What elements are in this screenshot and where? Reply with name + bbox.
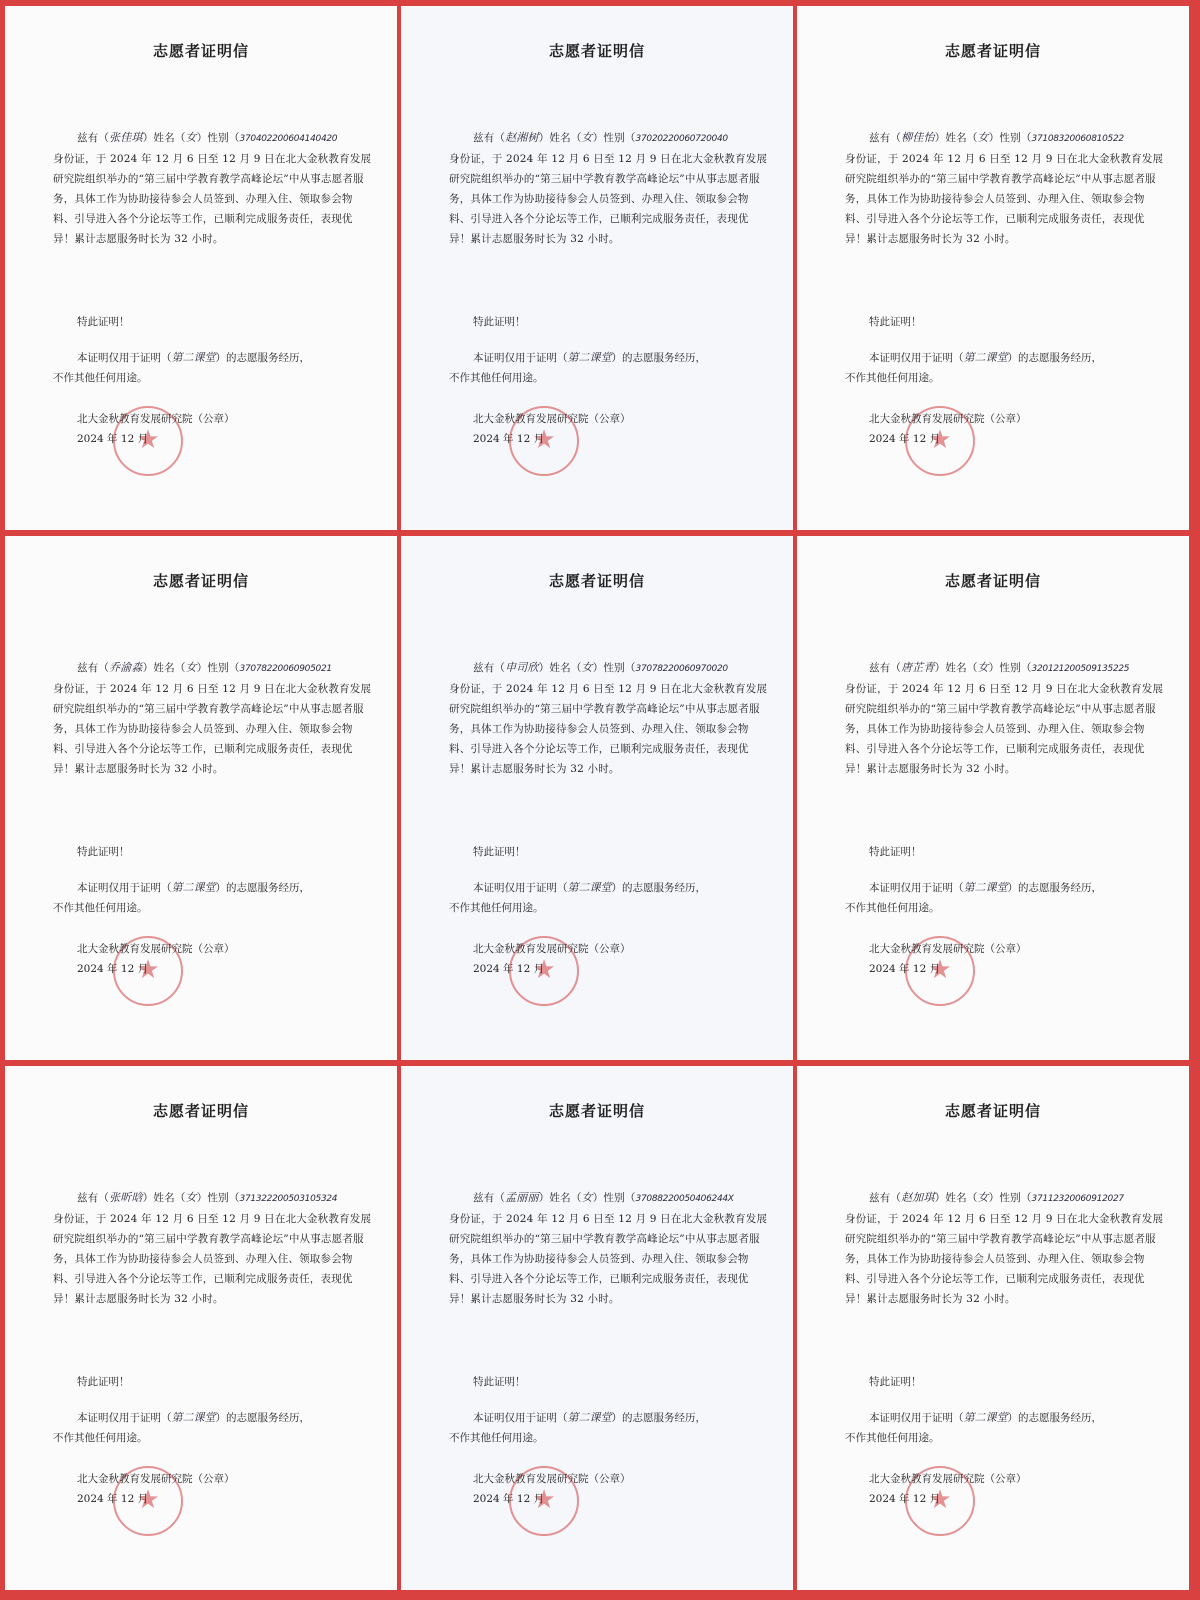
handwritten-gender: 女 — [977, 1191, 989, 1204]
letter-title: 志愿者证明信 — [548, 1102, 645, 1120]
body-paragraph: 身份证，于 2024 年 12 月 6 日至 12 月 9 日在北大金秋教育发展研究院组织举办的“第三届中学教育教学高峰论坛”中从事志愿者服务，具体工作为协助接待参会人员签到、办理入住、领取参会物料、引导进入各个分论坛等工作，已顺利完成服务责任，表现优异！累计志愿服务时长为 32 小时。 — [449, 683, 768, 775]
organization-name: 北大金秋教育发展研究院（公章） — [473, 413, 631, 425]
organization-name: 北大金秋教育发展研究院（公章） — [869, 943, 1027, 955]
certificate-letter-1 — [5, 6, 397, 530]
body-paragraph: 身份证，于 2024 年 12 月 6 日至 12 月 9 日在北大金秋教育发展研究院组织举办的“第三届中学教育教学高峰论坛”中从事志愿者服务，具体工作为协助接待参会人员签到、办理入住、领取参会物料、引导进入各个分论坛等工作，已顺利完成服务责任，表现优异！累计志愿服务时长为 32 小时。 — [53, 1213, 372, 1305]
body-paragraph: 身份证，于 2024 年 12 月 6 日至 12 月 9 日在北大金秋教育发展研究院组织举办的“第三届中学教育教学高峰论坛”中从事志愿者服务，具体工作为协助接待参会人员签到、办理入住、领取参会物料、引导进入各个分论坛等工作，已顺利完成服务责任，表现优异！累计志愿服务时长为 32 小时。 — [53, 153, 372, 245]
handwritten-purpose: 第二课堂 — [963, 881, 1008, 894]
certificate-letter-2 — [401, 6, 793, 530]
certificate-letter-6 — [797, 536, 1189, 1060]
purpose-note: 本证明仅用于证明（第二课堂）的志愿服务经历， 不作其他任何用途。 — [449, 1411, 706, 1444]
handwritten-id-number: 37108320060810522 — [1031, 134, 1124, 144]
letter-title: 志愿者证明信 — [944, 1102, 1041, 1120]
certificate-letter-7 — [5, 1066, 397, 1590]
star-icon: ★ — [136, 1485, 160, 1515]
special-statement: 特此证明！ — [77, 846, 130, 858]
letter-body: 兹有（张昕晗）姓名（女）性别（371322200503105324 身份证，于 2024 年 12 月 6 日至 12 月 9 日在北大金秋教育发展研究院组织举办的“第三届中学教育教学高峰论坛”中从事志愿者服务，具体工作为协助接待参会人员签到、办理入住、领取参会物料、引导进入各个分论坛等工作，已顺利完成服务责任，表现优异！累计志愿服务时长为 32 小时。 — [53, 1188, 373, 1309]
handwritten-id-number: 37078220060905021 — [239, 664, 332, 674]
special-statement: 特此证明！ — [869, 1376, 922, 1388]
star-icon: ★ — [532, 425, 556, 455]
handwritten-purpose: 第二课堂 — [963, 351, 1008, 364]
issue-date: 2024 年 12 月 — [77, 433, 149, 445]
handwritten-name: 赵加琪 — [901, 1191, 935, 1204]
purpose-note: 本证明仅用于证明（第二课堂）的志愿服务经历， 不作其他任何用途。 — [845, 351, 1102, 384]
body-paragraph: 身份证，于 2024 年 12 月 6 日至 12 月 9 日在北大金秋教育发展研究院组织举办的“第三届中学教育教学高峰论坛”中从事志愿者服务，具体工作为协助接待参会人员签到、办理入住、领取参会物料、引导进入各个分论坛等工作，已顺利完成服务责任，表现优异！累计志愿服务时长为 32 小时。 — [845, 1213, 1164, 1305]
organization-name: 北大金秋教育发展研究院（公章） — [77, 413, 235, 425]
special-statement: 特此证明！ — [869, 316, 922, 328]
organization-name: 北大金秋教育发展研究院（公章） — [473, 943, 631, 955]
organization-name: 北大金秋教育发展研究院（公章） — [77, 1473, 235, 1485]
issue-date: 2024 年 12 月 — [473, 433, 545, 445]
handwritten-purpose: 第二课堂 — [567, 1411, 612, 1424]
letter-body: 兹有（唐芷青）姓名（女）性别（320121200509135225 身份证，于 2024 年 12 月 6 日至 12 月 9 日在北大金秋教育发展研究院组织举办的“第三届中学教育教学高峰论坛”中从事志愿者服务，具体工作为协助接待参会人员签到、办理入住、领取参会物料、引导进入各个分论坛等工作，已顺利完成服务责任，表现优异！累计志愿服务时长为 32 小时。 — [845, 658, 1165, 779]
body-paragraph: 身份证，于 2024 年 12 月 6 日至 12 月 9 日在北大金秋教育发展研究院组织举办的“第三届中学教育教学高峰论坛”中从事志愿者服务，具体工作为协助接待参会人员签到、办理入住、领取参会物料、引导进入各个分论坛等工作，已顺利完成服务责任，表现优异！累计志愿服务时长为 32 小时。 — [449, 153, 768, 245]
star-icon: ★ — [136, 425, 160, 455]
star-icon: ★ — [532, 1485, 556, 1515]
handwritten-name: 唐芷青 — [901, 661, 935, 674]
certificate-letter-8 — [401, 1066, 793, 1590]
letter-body: 兹有（乔渝淼）姓名（女）性别（37078220060905021 身份证，于 2024 年 12 月 6 日至 12 月 9 日在北大金秋教育发展研究院组织举办的“第三届中学教育教学高峰论坛”中从事志愿者服务，具体工作为协助接待参会人员签到、办理入住、领取参会物料、引导进入各个分论坛等工作，已顺利完成服务责任，表现优异！累计志愿服务时长为 32 小时。 — [53, 658, 373, 779]
organization-name: 北大金秋教育发展研究院（公章） — [869, 1473, 1027, 1485]
handwritten-id-number: 371322200503105324 — [239, 1194, 338, 1204]
star-icon: ★ — [928, 955, 952, 985]
handwritten-purpose: 第二课堂 — [567, 351, 612, 364]
issue-date: 2024 年 12 月 — [869, 1493, 941, 1505]
handwritten-name: 乔渝淼 — [109, 661, 143, 674]
handwritten-id-number: 370402200604140420 — [239, 134, 338, 144]
certificate-letter-5 — [401, 536, 793, 1060]
purpose-note: 本证明仅用于证明（第二课堂）的志愿服务经历， 不作其他任何用途。 — [449, 351, 706, 384]
letter-title: 志愿者证明信 — [944, 572, 1041, 590]
special-statement: 特此证明！ — [77, 316, 130, 328]
handwritten-gender: 女 — [977, 661, 989, 674]
handwritten-gender: 女 — [581, 1191, 593, 1204]
handwritten-gender: 女 — [185, 661, 197, 674]
letter-body: 兹有（赵加琪）姓名（女）性别（37112320060912027 身份证，于 2024 年 12 月 6 日至 12 月 9 日在北大金秋教育发展研究院组织举办的“第三届中学教育教学高峰论坛”中从事志愿者服务，具体工作为协助接待参会人员签到、办理入住、领取参会物料、引导进入各个分论坛等工作，已顺利完成服务责任，表现优异！累计志愿服务时长为 32 小时。 — [845, 1188, 1165, 1309]
handwritten-id-number: 320121200509135225 — [1031, 664, 1130, 674]
star-icon: ★ — [136, 955, 160, 985]
handwritten-purpose: 第二课堂 — [171, 351, 216, 364]
issue-date: 2024 年 12 月 — [473, 1493, 545, 1505]
handwritten-name: 申司欣 — [505, 661, 539, 674]
organization-name: 北大金秋教育发展研究院（公章） — [77, 943, 235, 955]
letter-title: 志愿者证明信 — [152, 572, 249, 590]
handwritten-gender: 女 — [581, 131, 593, 144]
letter-body: 兹有（孟丽丽）姓名（女）性别（37088220050406244X 身份证，于 2024 年 12 月 6 日至 12 月 9 日在北大金秋教育发展研究院组织举办的“第三届中学教育教学高峰论坛”中从事志愿者服务，具体工作为协助接待参会人员签到、办理入住、领取参会物料、引导进入各个分论坛等工作，已顺利完成服务责任，表现优异！累计志愿服务时长为 32 小时。 — [449, 1188, 769, 1309]
organization-name: 北大金秋教育发展研究院（公章） — [869, 413, 1027, 425]
organization-name: 北大金秋教育发展研究院（公章） — [473, 1473, 631, 1485]
handwritten-id-number: 37088220050406244X — [635, 1194, 734, 1204]
special-statement: 特此证明！ — [473, 1376, 526, 1388]
certificate-letter-3 — [797, 6, 1189, 530]
letter-title: 志愿者证明信 — [944, 42, 1041, 60]
handwritten-gender: 女 — [581, 661, 593, 674]
handwritten-name: 张昕晗 — [109, 1191, 143, 1204]
star-icon: ★ — [928, 425, 952, 455]
special-statement: 特此证明！ — [869, 846, 922, 858]
handwritten-id-number: 37020220060720040 — [635, 134, 728, 144]
special-statement: 特此证明！ — [77, 1376, 130, 1388]
purpose-note: 本证明仅用于证明（第二课堂）的志愿服务经历， 不作其他任何用途。 — [53, 1411, 310, 1444]
handwritten-purpose: 第二课堂 — [963, 1411, 1008, 1424]
issue-date: 2024 年 12 月 — [869, 433, 941, 445]
letter-title: 志愿者证明信 — [152, 1102, 249, 1120]
special-statement: 特此证明！ — [473, 316, 526, 328]
purpose-note: 本证明仅用于证明（第二课堂）的志愿服务经历， 不作其他任何用途。 — [845, 1411, 1102, 1444]
issue-date: 2024 年 12 月 — [77, 1493, 149, 1505]
letter-title: 志愿者证明信 — [548, 42, 645, 60]
special-statement: 特此证明！ — [473, 846, 526, 858]
issue-date: 2024 年 12 月 — [869, 963, 941, 975]
body-paragraph: 身份证，于 2024 年 12 月 6 日至 12 月 9 日在北大金秋教育发展研究院组织举办的“第三届中学教育教学高峰论坛”中从事志愿者服务，具体工作为协助接待参会人员签到、办理入住、领取参会物料、引导进入各个分论坛等工作，已顺利完成服务责任，表现优异！累计志愿服务时长为 32 小时。 — [53, 683, 372, 775]
handwritten-gender: 女 — [977, 131, 989, 144]
letter-body: 兹有（赵湘树）姓名（女）性别（37020220060720040 身份证，于 2024 年 12 月 6 日至 12 月 9 日在北大金秋教育发展研究院组织举办的“第三届中学教育教学高峰论坛”中从事志愿者服务，具体工作为协助接待参会人员签到、办理入住、领取参会物料、引导进入各个分论坛等工作，已顺利完成服务责任，表现优异！累计志愿服务时长为 32 小时。 — [449, 128, 769, 249]
handwritten-name: 孟丽丽 — [505, 1191, 539, 1204]
certificate-letter-9 — [797, 1066, 1189, 1590]
handwritten-purpose: 第二课堂 — [567, 881, 612, 894]
letter-body: 兹有（申司欣）姓名（女）性别（37078220060970020 身份证，于 2024 年 12 月 6 日至 12 月 9 日在北大金秋教育发展研究院组织举办的“第三届中学教育教学高峰论坛”中从事志愿者服务，具体工作为协助接待参会人员签到、办理入住、领取参会物料、引导进入各个分论坛等工作，已顺利完成服务责任，表现优异！累计志愿服务时长为 32 小时。 — [449, 658, 769, 779]
handwritten-id-number: 37078220060970020 — [635, 664, 728, 674]
issue-date: 2024 年 12 月 — [77, 963, 149, 975]
letter-body: 兹有（柳佳怡）姓名（女）性别（37108320060810522 身份证，于 2024 年 12 月 6 日至 12 月 9 日在北大金秋教育发展研究院组织举办的“第三届中学教育教学高峰论坛”中从事志愿者服务，具体工作为协助接待参会人员签到、办理入住、领取参会物料、引导进入各个分论坛等工作，已顺利完成服务责任，表现优异！累计志愿服务时长为 32 小时。 — [845, 128, 1165, 249]
body-paragraph: 身份证，于 2024 年 12 月 6 日至 12 月 9 日在北大金秋教育发展研究院组织举办的“第三届中学教育教学高峰论坛”中从事志愿者服务，具体工作为协助接待参会人员签到、办理入住、领取参会物料、引导进入各个分论坛等工作，已顺利完成服务责任，表现优异！累计志愿服务时长为 32 小时。 — [449, 1213, 768, 1305]
handwritten-purpose: 第二课堂 — [171, 881, 216, 894]
body-paragraph: 身份证，于 2024 年 12 月 6 日至 12 月 9 日在北大金秋教育发展研究院组织举办的“第三届中学教育教学高峰论坛”中从事志愿者服务，具体工作为协助接待参会人员签到、办理入住、领取参会物料、引导进入各个分论坛等工作，已顺利完成服务责任，表现优异！累计志愿服务时长为 32 小时。 — [845, 153, 1164, 245]
star-icon: ★ — [532, 955, 556, 985]
body-paragraph: 身份证，于 2024 年 12 月 6 日至 12 月 9 日在北大金秋教育发展研究院组织举办的“第三届中学教育教学高峰论坛”中从事志愿者服务，具体工作为协助接待参会人员签到、办理入住、领取参会物料、引导进入各个分论坛等工作，已顺利完成服务责任，表现优异！累计志愿服务时长为 32 小时。 — [845, 683, 1164, 775]
handwritten-id-number: 37112320060912027 — [1031, 1194, 1124, 1204]
handwritten-gender: 女 — [185, 1191, 197, 1204]
handwritten-name: 张佳琪 — [109, 131, 143, 144]
purpose-note: 本证明仅用于证明（第二课堂）的志愿服务经历， 不作其他任何用途。 — [449, 881, 706, 914]
letter-title: 志愿者证明信 — [152, 42, 249, 60]
certificate-letter-4 — [5, 536, 397, 1060]
letter-title: 志愿者证明信 — [548, 572, 645, 590]
handwritten-gender: 女 — [185, 131, 197, 144]
purpose-note: 本证明仅用于证明（第二课堂）的志愿服务经历， 不作其他任何用途。 — [53, 881, 310, 914]
issue-date: 2024 年 12 月 — [473, 963, 545, 975]
purpose-note: 本证明仅用于证明（第二课堂）的志愿服务经历， 不作其他任何用途。 — [845, 881, 1102, 914]
handwritten-name: 赵湘树 — [505, 131, 539, 144]
purpose-note: 本证明仅用于证明（第二课堂）的志愿服务经历， 不作其他任何用途。 — [53, 351, 310, 384]
handwritten-purpose: 第二课堂 — [171, 1411, 216, 1424]
letter-body: 兹有（张佳琪）姓名（女）性别（370402200604140420 身份证，于 2024 年 12 月 6 日至 12 月 9 日在北大金秋教育发展研究院组织举办的“第三届中学教育教学高峰论坛”中从事志愿者服务，具体工作为协助接待参会人员签到、办理入住、领取参会物料、引导进入各个分论坛等工作，已顺利完成服务责任，表现优异！累计志愿服务时长为 32 小时。 — [53, 128, 373, 249]
handwritten-name: 柳佳怡 — [901, 131, 935, 144]
star-icon: ★ — [928, 1485, 952, 1515]
